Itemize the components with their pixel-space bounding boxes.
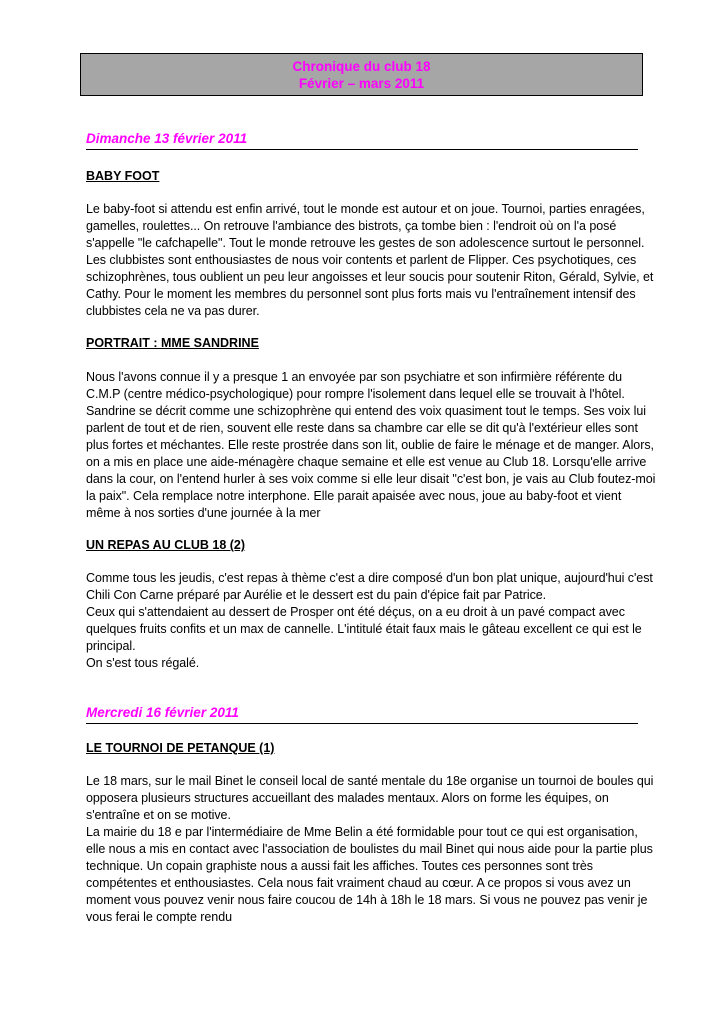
- section-paragraph: [86, 369, 656, 522]
- paragraph-line: Chili Con Carne préparé par Aurélie et le dessert est du pain d'épice fait par Patrice.: [86, 588, 547, 602]
- paragraph-line: opposera plusieurs structures accueillant des malades mentaux. Alors on forme les équipes, on: [86, 791, 609, 805]
- paragraph-line: parlent de tout et de rien, souvent elle reste dans sa chambre car elle se dit qu'à l'extérieur elles sont: [86, 421, 638, 435]
- paragraph-line: gamelles, roulettes... On retrouve l'ambiance des bistrots, ça tombe bien : l'endroit où on l'a posé: [86, 219, 617, 233]
- chronicle-title: Chronique du club 18: [292, 59, 431, 74]
- paragraph-line: clubbistes cela ne va pas durer.: [86, 304, 260, 318]
- section-paragraph: [86, 570, 653, 672]
- paragraph-line: moment vous pouvez venir nous faire coucou de 14h à 18h le 18 mars. Si vous ne pouvez pas venir je: [86, 893, 648, 907]
- paragraph-line: On s'est tous régalé.: [86, 656, 200, 670]
- paragraph-line: Ceux qui s'attendaient au dessert de Prosper ont été déçus, on a eu droit à un pavé compact avec: [86, 605, 625, 619]
- paragraph-line: C.M.P (centre médico-psychologique) pour rompre l'isolement dans lequel elle se trouvait à l'hôtel.: [86, 387, 625, 401]
- paragraph-line: Cathy. Pour le moment les membres du personnel sont plus forts mais vu l'entraînement intensif des: [86, 287, 636, 301]
- paragraph-line: Le 18 mars, sur le mail Binet le conseil local de santé mentale du 18e organise un tournoi de boules qui: [86, 774, 654, 788]
- paragraph-line: s'entraîne et on se motive.: [86, 808, 231, 822]
- section-heading: BABY FOOT: [86, 169, 160, 183]
- paragraph-line: schizophrènes, tous oublient un peu leur angoisses et leur soucis pour soutenir Riton, Gérald, Sylvie, et: [86, 270, 654, 284]
- section-heading: PORTRAIT : MME SANDRINE: [86, 336, 259, 350]
- paragraph-line: même à nos sorties d'une journée à la mer: [86, 506, 321, 520]
- chronicle-title-box: [80, 53, 643, 96]
- chronicle-period: Février – mars 2011: [298, 76, 425, 91]
- paragraph-line: la paix". Cela remplace notre interphone. Elle parait apaisée avec nous, joue au baby-foot et vient: [86, 489, 622, 503]
- section-paragraph: [86, 773, 654, 926]
- section-heading: UN REPAS AU CLUB 18 (2): [86, 538, 246, 552]
- paragraph-line: plus fortes et méchantes. Elle reste prostrée dans son lit, oublie de faire le ménage et de manger. Alors,: [86, 438, 654, 452]
- paragraph-line: elle nous a mis en contact avec l'association de boulistes du mail Binet qui nous aide pour la partie plus: [86, 842, 653, 856]
- paragraph-line: on a mis en place une aide-ménagère chaque semaine et elle est venue au Club 18. Lorsqu'elle arrive: [86, 455, 647, 469]
- paragraph-line: Les clubbistes sont enthousiastes de nous voir contents et parlent de Flipper. Ces psychotiques, ces: [86, 253, 637, 267]
- section-paragraph: [86, 201, 654, 320]
- paragraph-line: technique. Un copain graphiste nous a aussi fait les affiches. Toutes ces personnes sont très: [86, 859, 594, 873]
- date-heading: Dimanche 13 février 2011: [86, 130, 638, 150]
- date-heading: Mercredi 16 février 2011: [86, 704, 638, 724]
- paragraph-line: Comme tous les jeudis, c'est repas à thème c'est a dire composé d'un bon plat unique, aujourd'hui c'est: [86, 571, 653, 585]
- paragraph-line: s'appelle "le cafchapelle". Tout le monde retrouve les gestes de son adolescence surtout le personnel.: [86, 236, 645, 250]
- paragraph-line: quelques fruits confits et un max de cannelle. L'intitulé était faux mais le gâteau excellent ce qui est le: [86, 622, 642, 636]
- paragraph-line: vous ferai le compte rendu: [86, 910, 233, 924]
- paragraph-line: La mairie du 18 e par l'intermédiaire de Mme Belin a été formidable pour tout ce qui est organisation,: [86, 825, 638, 839]
- section-heading: LE TOURNOI DE PETANQUE (1): [86, 741, 275, 755]
- paragraph-line: compétentes et enthousiastes. Cela nous fait vraiment chaud au cœur. A ce propos si vous avez un: [86, 876, 631, 890]
- paragraph-line: Sandrine se décrit comme une schizophrène qui entend des voix quasiment tout le temps. Ses voix lui: [86, 404, 646, 418]
- paragraph-line: dans la cour, on l'entend hurler à ses voix comme si elle leur disait "c'est bon, je vais au Club foutez-moi: [86, 472, 656, 486]
- paragraph-line: Nous l'avons connue il y a presque 1 an envoyée par son psychiatre et son infirmière référente du: [86, 370, 623, 384]
- paragraph-line: principal.: [86, 639, 136, 653]
- paragraph-line: Le baby-foot si attendu est enfin arrivé, tout le monde est autour et on joue. Tournoi, parties enragées,: [86, 202, 645, 216]
